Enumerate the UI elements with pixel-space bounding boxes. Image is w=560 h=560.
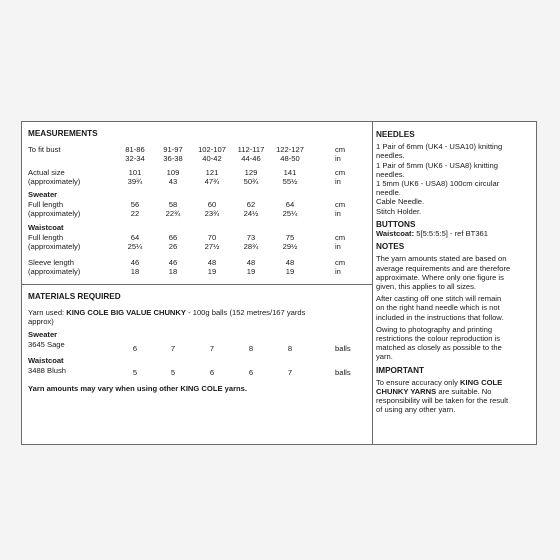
column-divider bbox=[372, 122, 373, 444]
right-column: NEEDLES 1 Pair of 6mm (UK4 - USA10) knitting needles. 1 Pair of 5mm (UK6 - USA8) knitting needles. 1 5mm (UK6 - USA8) 100cm circular needle. Cable Needle. Stitch Holder. BUTTONS Waistcoat: 5[5:5:5:5] - ref BT361 NOTES The yarn amounts stated are based on average requirements and are therefore approximate. Where only one figure is given, this applies to all sizes. After casting off one stitch will remain on the right hand needle which is not included in the instructions that follow. Owing to photography and printing restrictions the colour reproduction is matched as closely as possible to the yarn. IMPORTANT To ensure accuracy only KING COLE CHUNKY YARNS are suitable. No responsibility will be taken for the result of using any other yarn. bbox=[376, 130, 532, 415]
section-divider bbox=[22, 284, 372, 285]
needles-title: NEEDLES bbox=[376, 130, 415, 139]
buttons-title: BUTTONS bbox=[376, 219, 416, 229]
important-title: IMPORTANT bbox=[376, 365, 425, 375]
measurements-title: MEASUREMENTS bbox=[28, 129, 98, 138]
buttons-line: Waistcoat: 5[5:5:5:5] - ref BT361 bbox=[376, 229, 488, 239]
yarn-used-line: Yarn used: KING COLE BIG VALUE CHUNKY - 100g balls (152 metres/167 yards bbox=[28, 308, 306, 317]
materials-title: MATERIALS REQUIRED bbox=[28, 292, 121, 301]
notes-title: NOTES bbox=[376, 242, 405, 252]
yarn-amount-note: Yarn amounts may vary when using other KING COLE yarns. bbox=[28, 384, 248, 393]
pattern-info-sheet: MEASUREMENTS To fit bust 81-86 91-97 102-107 112-117 122-127 cm 32-34 36-38 40-42 44-46 48-50 in Actual size (approximately) 101 109 121 129 141 cm 39¾ 43 47¾ 50¾ 55½ in Sweater Full length (approximately) 56 58 60 62 64 cm 22 22¾ 23¾ 24½ 25¼ in Waistcoat Full length (approximately) 64 66 70 73 75 cm 25¼ 26 27½ 28¾ 29½ in Sleeve length (approximately) 46 46 48 48 48 cm 18 18 19 19 19 in MATERIALS REQUIRED Yarn used: KING COLE BIG VALUE CHUNKY - 100g balls (152 metres/167 yards approx) Sweater 3645 Sage 6 7 7 8 8 balls Waistcoat 3488 Blush 5 5 6 6 7 balls Yarn amounts may vary when using other KING COLE yarns. NEEDLES 1 Pair of 6mm (UK4 - USA10) knitting needles. 1 Pair of 5mm (UK6 - USA8) knitting needles. 1 5mm (UK6 - USA8) 100cm circular needle. Cable Needle. Stitch Holder. BUTTONS Waistcoat: 5[5:5:5:5] - ref BT361 NOTES The yarn amounts stated are based on average requirements and are therefore approximate. Where only one figure is given, this applies to all sizes. After casting off one stitch will remain on the right hand needle which is not included in the instructions that follow. Owing to photography and printing restrictions the colour reproduction is matched as closely as possible to the yarn. IMPORTANT To ensure accuracy only KING COLE CHUNKY YARNS are suitable. No responsibility will be taken for the result of using any other yarn. bbox=[21, 121, 537, 445]
